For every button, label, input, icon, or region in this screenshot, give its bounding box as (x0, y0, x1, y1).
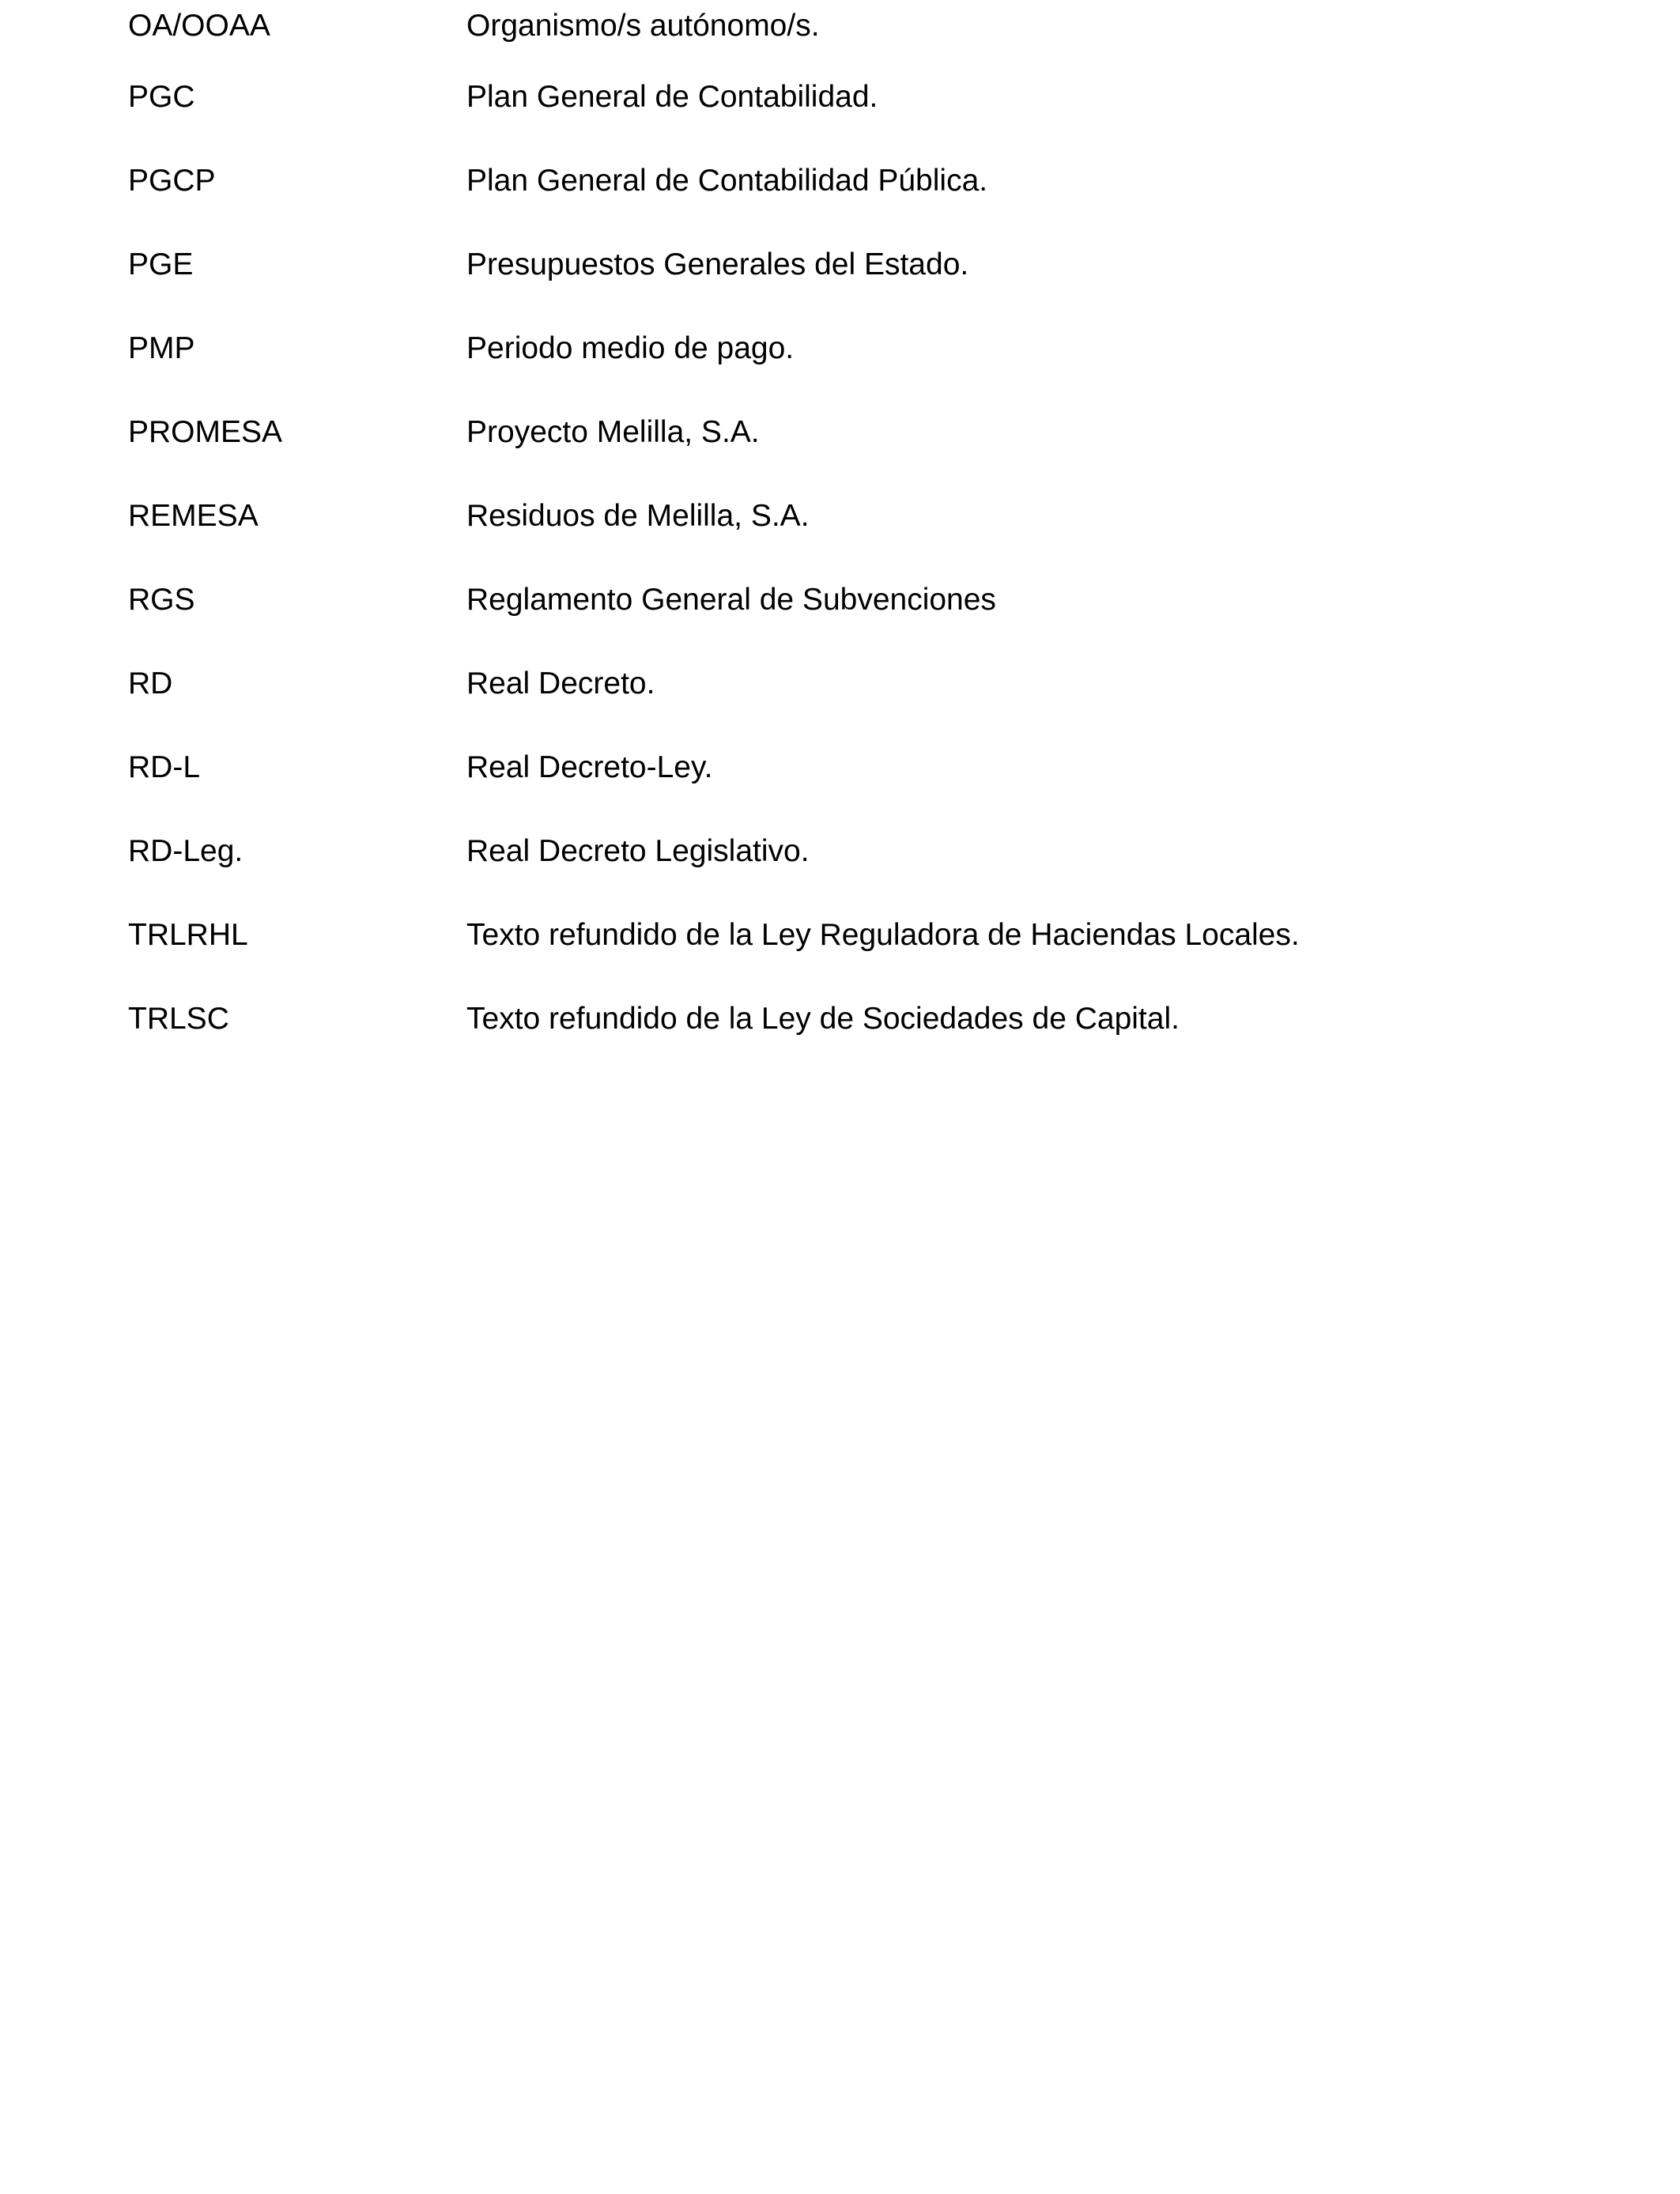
abbreviation-definition: Plan General de Contabilidad. (466, 80, 878, 114)
abbreviation-row (128, 991, 1630, 1075)
abbreviation-term: OA/OOAA (128, 9, 270, 43)
abbreviation-term: PROMESA (128, 415, 283, 449)
abbreviation-definition: Real Decreto Legislativo. (466, 834, 810, 868)
abbreviation-definition: Plan General de Contabilidad Pública. (466, 164, 988, 198)
abbreviation-row (128, 237, 1630, 321)
abbreviation-term: TRLRHL (128, 918, 248, 952)
abbreviation-term: PGCP (128, 164, 216, 198)
abbreviation-row (128, 70, 1630, 153)
abbreviation-definition: Reglamento General de Subvenciones (466, 583, 996, 617)
abbreviation-term: PGC (128, 80, 195, 114)
abbreviation-term: PMP (128, 331, 195, 365)
abbreviation-definition: Texto refundido de la Ley de Sociedades de Capital. (466, 1002, 1180, 1036)
abbreviation-definition: Texto refundido de la Ley Reguladora de Haciendas Locales. (466, 918, 1300, 952)
abbreviation-row (128, 824, 1630, 908)
abbreviation-term: TRLSC (128, 1002, 229, 1036)
abbreviation-row (128, 656, 1630, 740)
abbreviation-definition: Residuos de Melilla, S.A. (466, 499, 810, 533)
abbreviation-term: RD (128, 667, 173, 700)
abbreviation-definition: Proyecto Melilla, S.A. (466, 415, 760, 449)
abbreviation-row (128, 321, 1630, 405)
abbreviation-row (128, 908, 1630, 991)
abbreviation-definition: Real Decreto. (466, 667, 655, 700)
abbreviation-row (128, 740, 1630, 824)
abbreviation-row (128, 489, 1630, 572)
abbreviation-row (128, 405, 1630, 489)
abbreviation-definition: Presupuestos Generales del Estado. (466, 247, 969, 281)
abbreviations-list (128, 0, 1630, 1075)
abbreviation-term: PGE (128, 247, 194, 281)
abbreviation-term: RD-L (128, 750, 201, 784)
abbreviation-definition: Real Decreto-Ley. (466, 750, 713, 784)
abbreviation-term: RD-Leg. (128, 834, 244, 868)
abbreviation-definition: Organismo/s autónomo/s. (466, 9, 820, 43)
abbreviation-term: REMESA (128, 499, 259, 533)
abbreviation-row (128, 572, 1630, 656)
abbreviation-term: RGS (128, 583, 195, 617)
abbreviation-row (128, 0, 1630, 70)
abbreviation-row (128, 153, 1630, 237)
abbreviation-definition: Periodo medio de pago. (466, 331, 795, 365)
